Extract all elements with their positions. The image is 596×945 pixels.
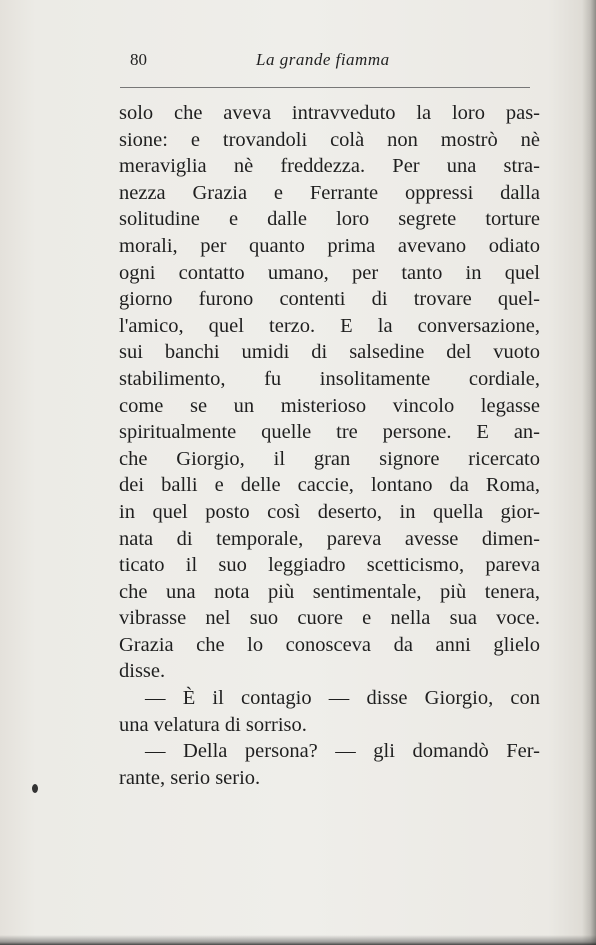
text-line: come se un misterioso vincolo legasse	[119, 394, 540, 417]
page-number: 80	[130, 50, 147, 69]
running-title: La grande fiamma	[256, 50, 390, 69]
text-line: dei balli e delle caccie, lontano da Roma,	[119, 474, 540, 497]
text-line: sione: e trovandoli colà non mostrò nè	[119, 128, 540, 151]
body-text	[119, 100, 540, 791]
text-line: giorno furono contenti di trovare quel-	[119, 288, 540, 311]
text-line: vibrasse nel suo cuore e nella sua voce.	[119, 607, 540, 630]
text-line: disse.	[119, 660, 166, 683]
text-line: solitudine e dalle loro segrete torture	[119, 208, 540, 231]
text-line: ticato il suo leggiadro scetticismo, pareva	[119, 554, 540, 577]
text-line: nata di temporale, pareva avesse dimen-	[119, 527, 540, 550]
text-line: morali, per quanto prima avevano odiato	[119, 234, 540, 257]
text-line: rante, serio serio.	[119, 766, 261, 789]
text-line: — È il contagio — disse Giorgio, con	[145, 687, 540, 710]
page-edge-shadow	[582, 0, 596, 945]
header-rule	[120, 87, 530, 88]
text-line: solo che aveva intravveduto la loro pas-	[119, 102, 540, 124]
text-line: in quel posto così deserto, in quella gior-	[119, 500, 540, 523]
text-line: che Giorgio, il gran signore ricercato	[119, 447, 540, 470]
text-line: — Della persona? — gli domandò Fer-	[145, 740, 540, 763]
text-line: sui banchi umidi di salsedine del vuoto	[119, 341, 540, 364]
text-line: spiritualmente quelle tre persone. E an-	[119, 421, 540, 444]
text-line: ogni contatto umano, per tanto in quel	[119, 261, 540, 284]
text-line: l'amico, quel terzo. E la conversazione,	[119, 314, 540, 337]
text-line: stabilimento, fu insolitamente cordiale,	[119, 367, 540, 390]
page-bottom-edge	[0, 935, 596, 945]
ink-speck	[32, 784, 38, 793]
page-header	[118, 50, 530, 78]
text-line: che una nota più sentimentale, più tenera,	[119, 580, 540, 603]
text-line: Grazia che lo conosceva da anni glielo	[119, 633, 540, 656]
text-line: meraviglia nè freddezza. Per una stra-	[119, 155, 540, 178]
text-line: nezza Grazia e Ferrante oppressi dalla	[119, 181, 540, 204]
text-line: una velatura di sorriso.	[119, 713, 307, 736]
